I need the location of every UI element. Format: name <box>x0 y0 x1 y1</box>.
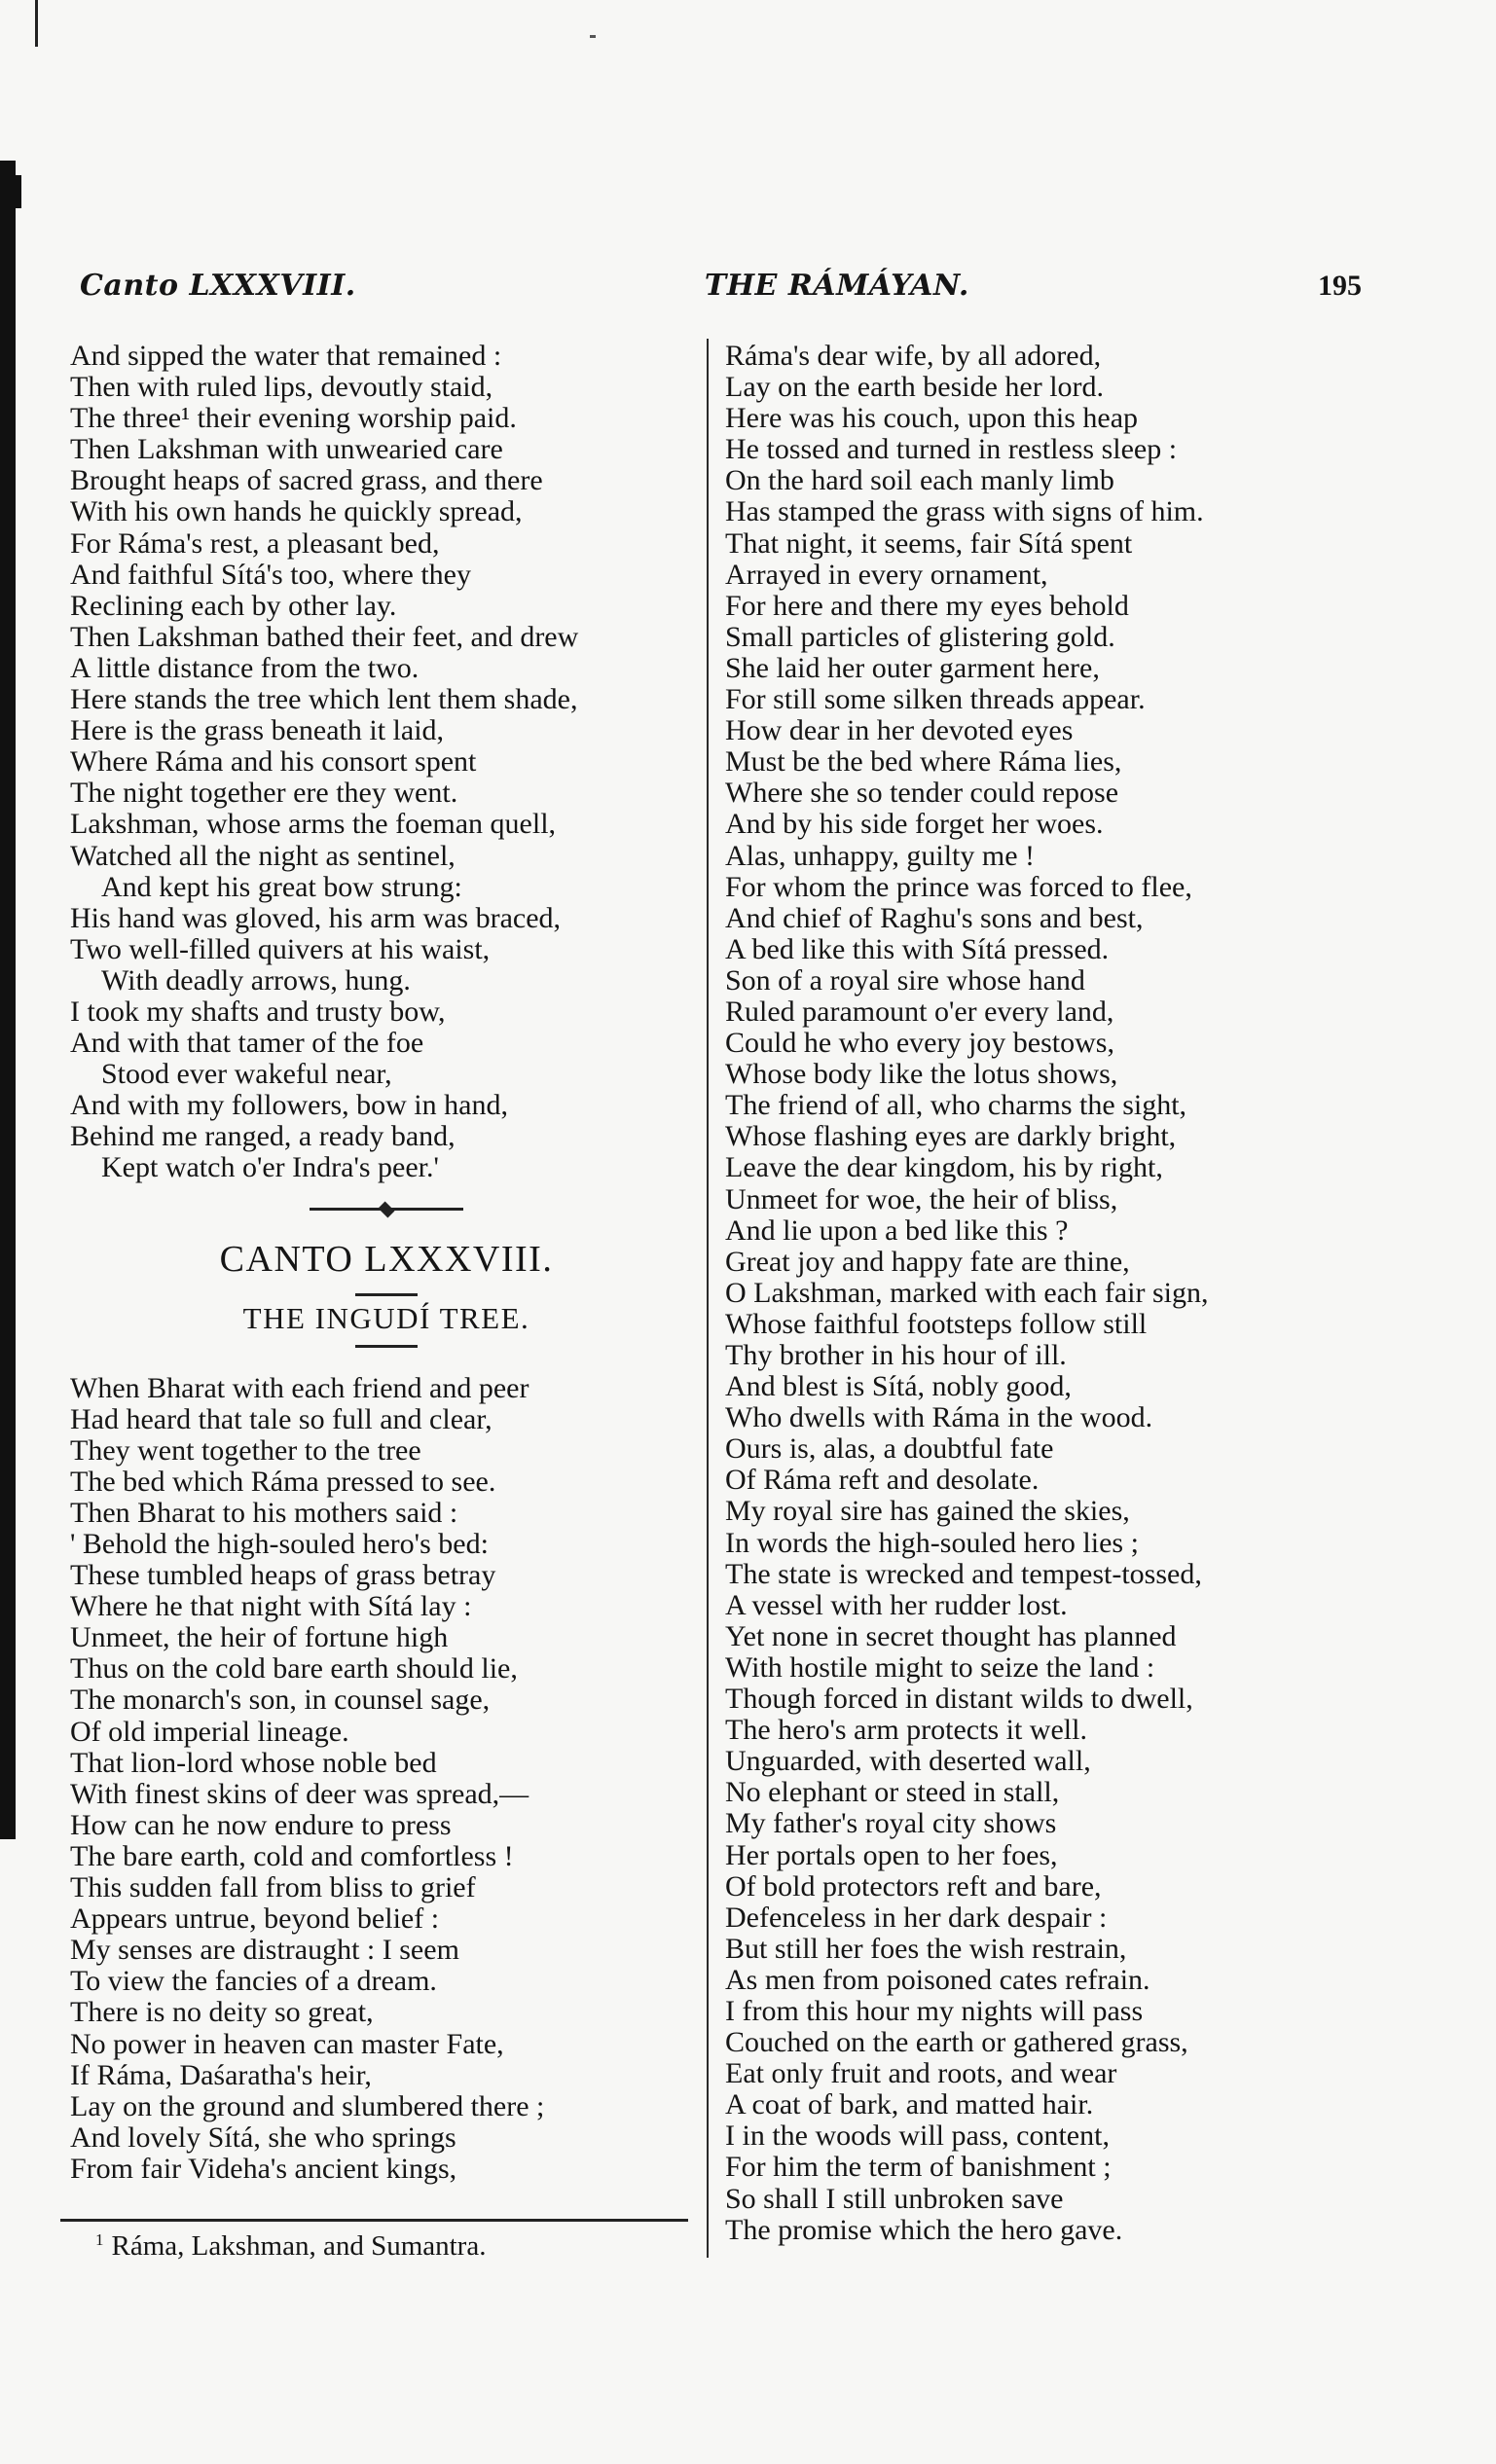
verse-line: A vessel with her rudder lost. <box>725 1588 1068 1621</box>
verse-line: The state is wrecked and tempest-tossed, <box>725 1557 1202 1590</box>
verse-line: And kept his great bow strung: <box>101 870 462 903</box>
verse-line: Of old imperial lineage. <box>70 1715 349 1748</box>
verse-line: Leave the dear kingdom, his by right, <box>725 1151 1163 1184</box>
scan-binding-tab <box>16 175 21 208</box>
verse-block-right <box>725 341 1382 2246</box>
verse-line: They went together to the tree <box>70 1433 421 1467</box>
verse-line: My father's royal city shows <box>725 1807 1057 1840</box>
verse-line: With his own hands he quickly spread, <box>70 495 523 528</box>
verse-line: The promise which the hero gave. <box>725 2213 1123 2246</box>
verse-line: Two well-filled quivers at his waist, <box>70 932 491 965</box>
verse-line: Unmeet for woe, the heir of bliss, <box>725 1182 1118 1215</box>
verse-line: I from this hour my nights will pass <box>725 1994 1144 2027</box>
verse-line: The monarch's son, in counsel sage, <box>70 1684 491 1717</box>
verse-line: I took my shafts and trusty bow, <box>70 995 446 1028</box>
verse-line: That lion-lord whose noble bed <box>70 1746 437 1779</box>
verse-line: Of Ráma reft and desolate. <box>725 1464 1040 1497</box>
verse-line: And by his side forget her woes. <box>725 808 1104 841</box>
verse-line: So shall I still unbroken save <box>725 2182 1064 2215</box>
verse-line: How dear in her devoted eyes <box>725 714 1074 747</box>
verse-line: Of bold protectors reft and bare, <box>725 1869 1102 1902</box>
verse-line: Then with ruled lips, devoutly staid, <box>70 371 493 404</box>
subtitle-rule <box>355 1345 418 1348</box>
verse-line: His hand was gloved, his arm was braced, <box>70 901 562 934</box>
section-ornament <box>70 1188 703 1231</box>
verse-line: The night together ere they went. <box>70 777 458 810</box>
verse-line: A bed like this with Sítá pressed. <box>725 932 1110 965</box>
column-divider <box>707 339 709 2258</box>
right-column <box>725 341 1382 2246</box>
scan-edge-mark <box>35 0 38 47</box>
verse-line: No elephant or steed in stall, <box>725 1776 1060 1809</box>
verse-line: The friend of all, who charms the sight, <box>725 1089 1187 1122</box>
running-header <box>80 269 1362 317</box>
verse-line: Behind me ranged, a ready band, <box>70 1120 456 1153</box>
verse-line: Where Ráma and his consort spent <box>70 745 477 779</box>
verse-line: For here and there my eyes behold <box>725 589 1129 622</box>
verse-line: How can he now endure to press <box>70 1808 452 1841</box>
verse-line: Yet none in secret thought has planned <box>725 1619 1177 1652</box>
verse-line: The three¹ their evening worship paid. <box>70 402 517 435</box>
verse-line: If Ráma, Daśaratha's heir, <box>70 2058 372 2091</box>
verse-line: Unmeet, the heir of fortune high <box>70 1621 449 1654</box>
verse-line: For whom the prince was forced to flee, <box>725 870 1192 903</box>
verse-line: Then Lakshman with unwearied care <box>70 433 503 466</box>
verse-block-before <box>70 341 703 1184</box>
verse-line: And faithful Sítá's too, where they <box>70 558 471 591</box>
verse-line: A little distance from the two. <box>70 651 420 684</box>
verse-line: Has stamped the grass with signs of him. <box>725 495 1204 528</box>
verse-line: Ours is, alas, a doubtful fate <box>725 1432 1054 1466</box>
verse-line: And lie upon a bed like this ? <box>725 1214 1069 1247</box>
verse-line: Lay on the earth beside her lord. <box>725 371 1105 404</box>
verse-line: And with my followers, bow in hand, <box>70 1089 508 1122</box>
verse-line: Here is the grass beneath it laid, <box>70 714 445 747</box>
verse-line: ' Behold the high-souled hero's bed: <box>70 1528 489 1560</box>
verse-line: Her portals open to her foes, <box>725 1838 1058 1871</box>
verse-line: She laid her outer garment here, <box>725 651 1100 684</box>
verse-line: There is no deity so great, <box>70 1996 374 2029</box>
verse-line: Brought heaps of sacred grass, and there <box>70 464 543 497</box>
verse-line: Ráma's dear wife, by all adored, <box>725 340 1102 372</box>
verse-line: As men from poisoned cates refrain. <box>725 1963 1150 1996</box>
verse-line: Could he who every joy bestows, <box>725 1027 1114 1060</box>
verse-line: This sudden fall from bliss to grief <box>70 1871 476 1904</box>
verse-line: My royal sire has gained the skies, <box>725 1495 1130 1528</box>
verse-line: Watched all the night as sentinel, <box>70 839 456 872</box>
verse-block-after <box>70 1373 703 2185</box>
verse-line: Son of a royal sire whose hand <box>725 963 1085 996</box>
verse-line: No power in heaven can master Fate, <box>70 2027 504 2060</box>
verse-line: But still her foes the wish restrain, <box>725 1932 1127 1965</box>
verse-line: And sipped the water that remained : <box>70 340 502 372</box>
verse-line: Where she so tender could repose <box>725 777 1119 810</box>
verse-line: Then Bharat to his mothers said : <box>70 1496 458 1529</box>
verse-line: Defenceless in her dark despair : <box>725 1901 1108 1934</box>
footnote <box>95 2230 486 2263</box>
verse-line: Appears untrue, beyond belief : <box>70 1902 440 1936</box>
verse-line: He tossed and turned in restless sleep : <box>725 433 1178 466</box>
verse-line: Kept watch o'er Indra's peer.' <box>101 1151 439 1184</box>
footnote-text: Ráma, Lakshman, and Sumantra. <box>111 2230 487 2262</box>
verse-line: And blest is Sítá, nobly good, <box>725 1370 1072 1403</box>
verse-line: These tumbled heaps of grass betray <box>70 1559 496 1592</box>
verse-line: On the hard soil each manly limb <box>725 464 1114 497</box>
verse-line: The bare earth, cold and comfortless ! <box>70 1839 514 1872</box>
scan-speck <box>590 35 596 38</box>
verse-line: And with that tamer of the foe <box>70 1027 424 1060</box>
canto-title: CANTO LXXXVIII. <box>219 1238 554 1280</box>
verse-line: Unguarded, with deserted wall, <box>725 1745 1091 1778</box>
verse-line: A coat of bark, and matted hair. <box>725 2088 1094 2121</box>
verse-line: I in the woods will pass, content, <box>725 2120 1110 2153</box>
verse-line: Thy brother in his hour of ill. <box>725 1339 1067 1371</box>
verse-line: For him the term of banishment ; <box>725 2151 1112 2184</box>
verse-line: Reclining each by other lay. <box>70 589 397 622</box>
verse-line: Alas, unhappy, guilty me ! <box>725 839 1036 872</box>
verse-line: Whose body like the lotus shows, <box>725 1058 1118 1091</box>
verse-line: When Bharat with each friend and peer <box>70 1371 529 1404</box>
verse-line: Thus on the cold bare earth should lie, <box>70 1652 518 1685</box>
verse-line: Lakshman, whose arms the foeman quell, <box>70 808 557 841</box>
verse-line: With hostile might to seize the land : <box>725 1650 1155 1684</box>
verse-line: Ruled paramount o'er every land, <box>725 995 1114 1028</box>
verse-line: Stood ever wakeful near, <box>101 1058 392 1091</box>
verse-line: Lay on the ground and slumbered there ; <box>70 2089 545 2122</box>
verse-line: To view the fancies of a dream. <box>70 1965 437 1998</box>
verse-line: Small particles of glistering gold. <box>725 620 1115 653</box>
verse-line: Here stands the tree which lent them shade, <box>70 683 578 716</box>
verse-line: Whose faithful footsteps follow still <box>725 1307 1148 1340</box>
verse-line: Must be the bed where Ráma lies, <box>725 745 1122 779</box>
verse-line: Where he that night with Sítá lay : <box>70 1590 472 1623</box>
page-number: 195 <box>1318 270 1362 302</box>
verse-line: For still some silken threads appear. <box>725 683 1146 716</box>
verse-line: Had heard that tale so full and clear, <box>70 1402 493 1435</box>
verse-line: Who dwells with Ráma in the wood. <box>725 1401 1153 1434</box>
verse-line: Couched on the earth or gathered grass, <box>725 2026 1188 2059</box>
verse-line: And lovely Sítá, she who springs <box>70 2120 456 2154</box>
verse-line: And chief of Raghu's sons and best, <box>725 901 1144 934</box>
verse-line: That night, it seems, fair Sítá spent <box>725 526 1133 560</box>
footnote-rule <box>60 2219 688 2222</box>
verse-line: Whose flashing eyes are darkly bright, <box>725 1120 1177 1153</box>
verse-line: With deadly arrows, hung. <box>101 963 411 996</box>
verse-line: Eat only fruit and roots, and wear <box>725 2057 1117 2090</box>
verse-line: With finest skins of deer was spread,— <box>70 1777 529 1810</box>
verse-line: From fair Videha's ancient kings, <box>70 2152 457 2185</box>
verse-line: For Ráma's rest, a pleasant bed, <box>70 526 440 560</box>
verse-line: In words the high-souled hero lies ; <box>725 1526 1139 1559</box>
verse-line: Here was his couch, upon this heap <box>725 402 1139 435</box>
verse-line: My senses are distraught : I seem <box>70 1934 459 1967</box>
verse-line: The hero's arm protects it well. <box>725 1714 1087 1747</box>
left-column <box>70 341 703 2185</box>
verse-line: O Lakshman, marked with each fair sign, <box>725 1276 1209 1309</box>
scan-binding-shadow <box>0 161 16 1839</box>
verse-line: The bed which Ráma pressed to see. <box>70 1465 496 1498</box>
canto-subtitle: THE INGUDÍ TREE. <box>242 1300 530 1335</box>
header-canto-label: Canto LXXXVIII. <box>80 269 356 303</box>
verse-line: Arrayed in every ornament, <box>725 558 1048 591</box>
header-book-title: THE RÁMÁYAN. <box>704 269 969 303</box>
verse-line: Then Lakshman bathed their feet, and drew <box>70 620 579 653</box>
verse-line: Great joy and happy fate are thine, <box>725 1245 1130 1278</box>
footnote-marker: 1 <box>95 2230 104 2249</box>
verse-line: Though forced in distant wilds to dwell, <box>725 1683 1193 1716</box>
